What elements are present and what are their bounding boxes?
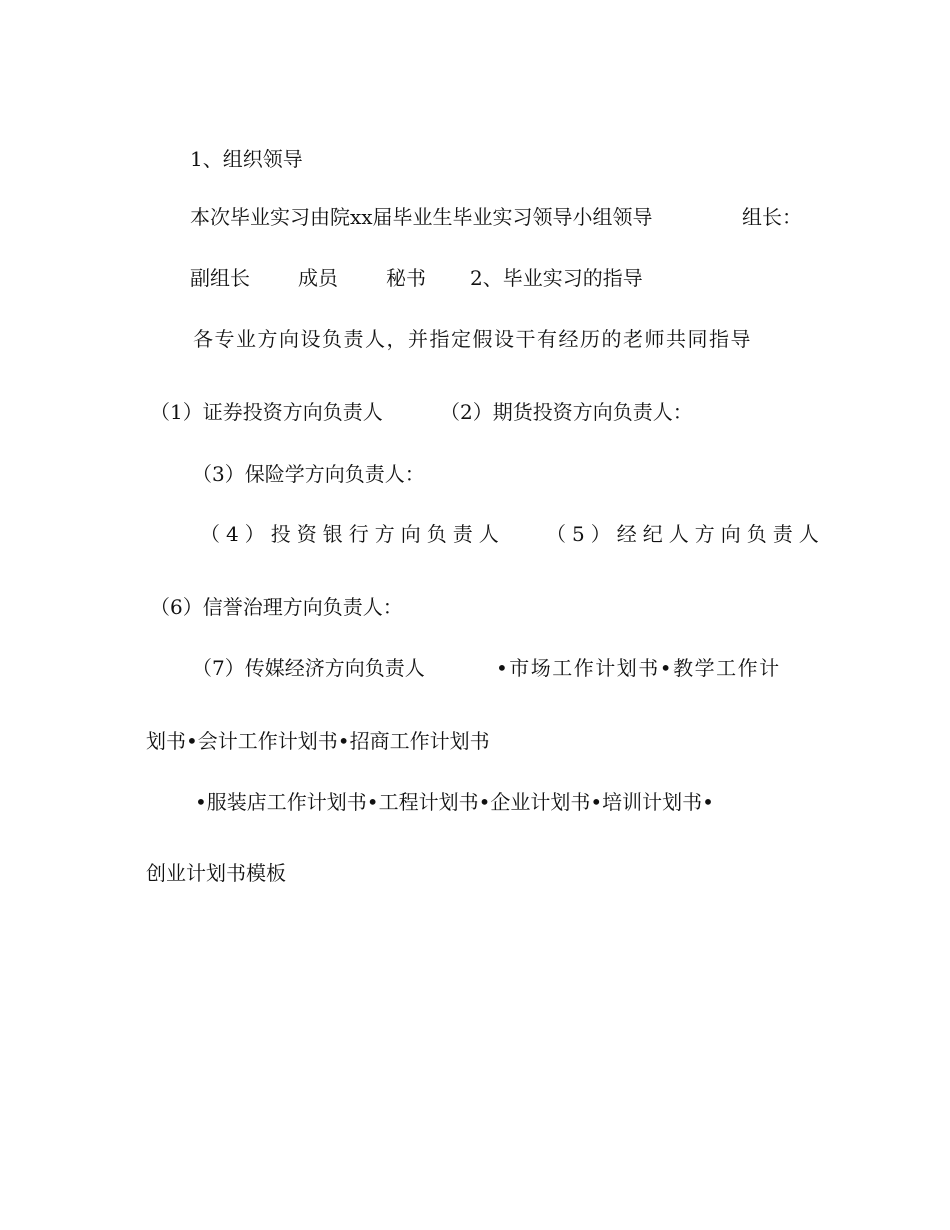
items-row-1 <box>150 399 810 425</box>
item-securities: （1）证券投资方向负责人 <box>150 400 383 424</box>
items-row-3 <box>200 521 825 547</box>
section-heading-organization: 1、组织领导 <box>190 147 303 171</box>
paragraph-roles <box>190 265 810 291</box>
item-broker: （5）经纪人方向负责人 <box>546 522 825 546</box>
plan-links-line-2[interactable]: 划书•会计工作计划书•招商工作计划书 <box>146 729 490 753</box>
paragraph-directions: 各专业方向设负责人，并指定假设干有经历的老师共同指导 <box>193 327 752 351</box>
deputy-leader-label: 副组长 <box>190 266 250 290</box>
item-futures: （2）期货投资方向负责人： <box>440 400 693 424</box>
leadership-text: 本次毕业实习由院xx届毕业生毕业实习领导小组领导 <box>190 205 653 229</box>
item-insurance: （3）保险学方向负责人： <box>192 462 425 486</box>
item-credit: （6）信誉治理方向负责人： <box>150 595 403 619</box>
plan-links-line-1[interactable]: •市场工作计划书•教学工作计 <box>496 656 781 680</box>
secretary-label: 秘书 <box>386 266 426 290</box>
items-row-5 <box>192 655 812 681</box>
leader-label: 组长： <box>742 205 802 229</box>
item-media-economics: （7）传媒经济方向负责人 <box>192 656 425 680</box>
members-label: 成员 <box>298 266 338 290</box>
plan-links-line-3[interactable]: •服装店工作计划书•工程计划书•企业计划书•培训计划书• <box>195 790 714 814</box>
item-investment-banking: （4）投资银行方向负责人 <box>200 522 505 546</box>
plan-links-line-4[interactable]: 创业计划书模板 <box>146 861 286 885</box>
section-heading-guidance: 2、毕业实习的指导 <box>470 266 643 290</box>
paragraph-leadership <box>190 204 810 230</box>
